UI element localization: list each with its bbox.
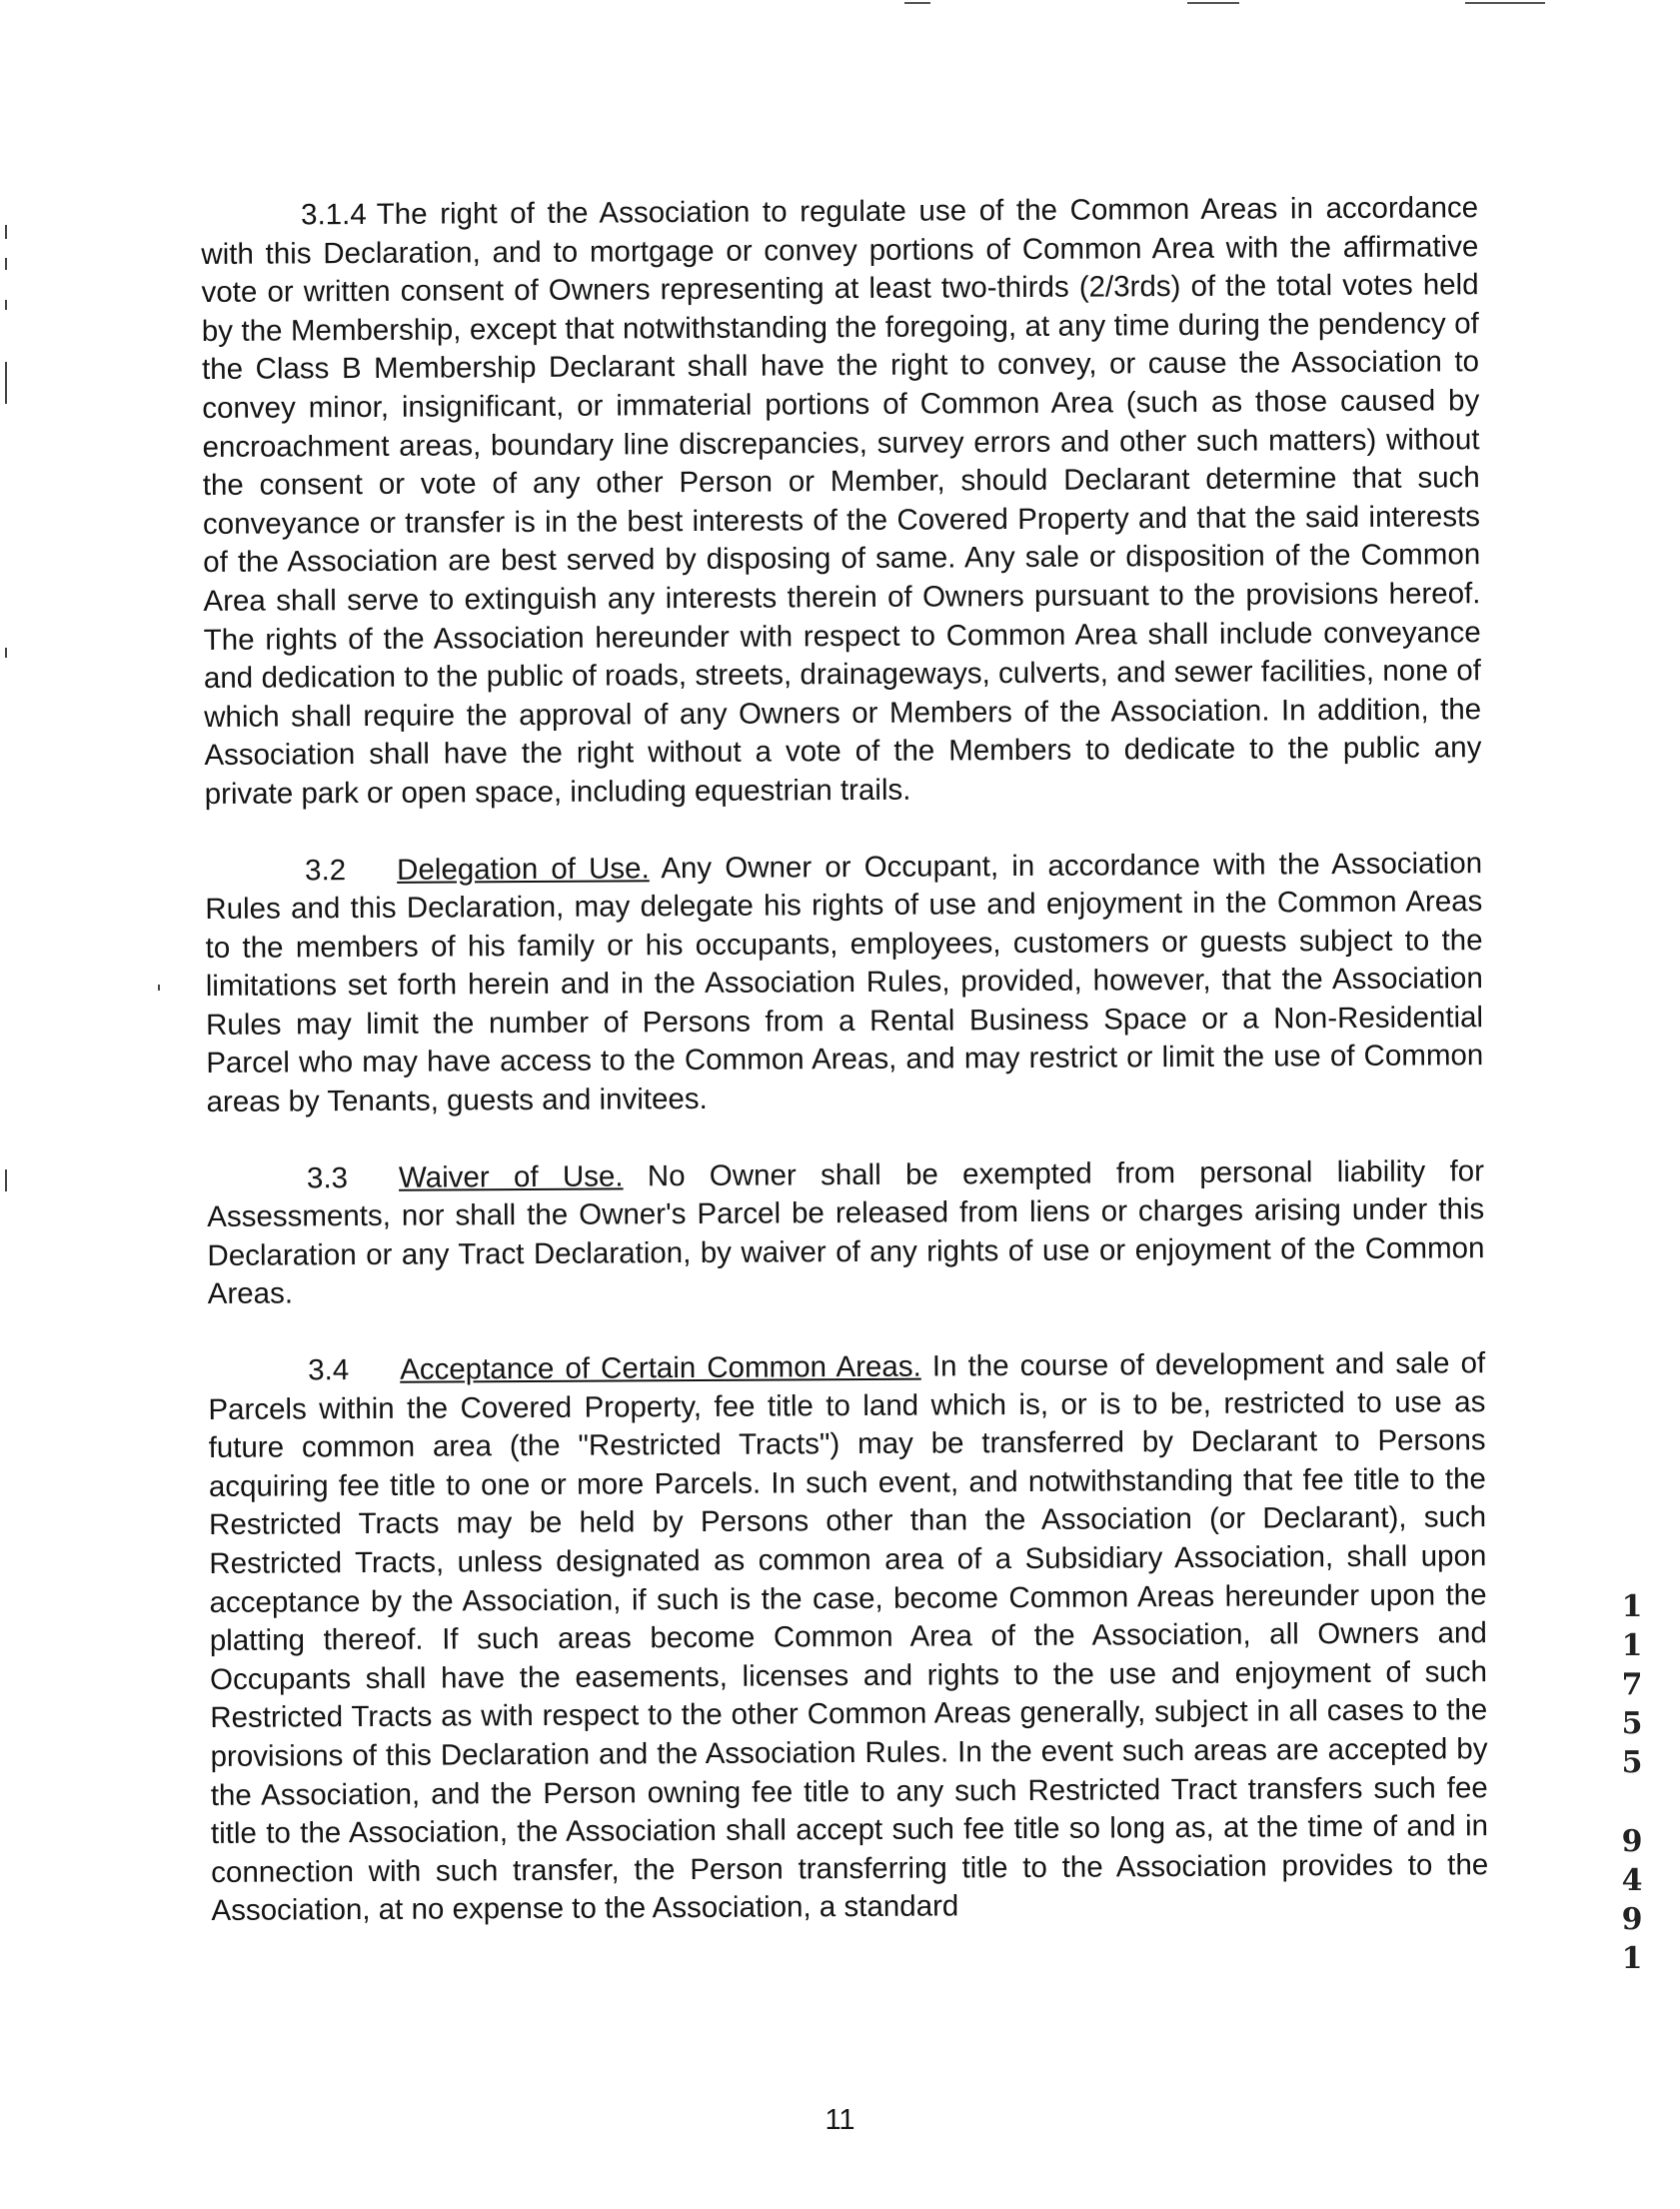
stamp-gap xyxy=(1617,1782,1647,1822)
section-number: 3.3 xyxy=(306,1160,349,1195)
section-heading: Acceptance of Certain Common Areas. xyxy=(400,1349,921,1386)
stamp-digit: 7 xyxy=(1621,1667,1643,1702)
document-body xyxy=(201,189,1489,1969)
paragraph-3-4 xyxy=(208,1344,1489,1931)
stamp-digit: 1 xyxy=(1621,1589,1643,1624)
paragraph-text: In the course of development and sale of Parcels within the Covered Property, fee title to land which is, or is to be, restricted to use as future common area (the "Restricted Tracts") may be transferred by Declarant to Persons acquiring fee title to one or more Parcels. In such event, and notwithstanding that fee title to the Restricted Tracts may be held by Persons other than the Association (or Declarant), such Restricted Tracts, unless designated as common area of a Subsidiary Association, shall upon acceptance by the Association, if such is the case, become Common Areas hereunder upon the platting thereof. If such areas become Common Area of the Association, all Owners and Occupants shall have the easements, licenses and rights to the use and enjoyment of such Restricted Tracts as with respect to the other Common Areas generally, subject in all cases to the provisions of this Declaration and the Association Rules. In the event such areas are accepted by the Association, and the Person owning fee title to any such Restricted Tract transfers such fee title to the Association, the Association shall accept such fee title so long as, at the time of and in connection with such transfer, the Person transferring title to the Association provides to the Association, at no expense to the Association, a standard xyxy=(208,1346,1489,1928)
section-number: 3.2 xyxy=(305,853,347,887)
recording-stamp xyxy=(1617,1587,1647,1978)
page-number: 11 xyxy=(825,2104,855,2136)
scan-artifact-line xyxy=(904,2,930,4)
section-number: 3.1.4 xyxy=(301,197,367,232)
paragraph-3-1-4 xyxy=(201,189,1482,814)
margin-tick-mark xyxy=(5,1169,7,1191)
margin-tick-mark xyxy=(5,300,7,310)
scan-artifact-line xyxy=(1465,2,1545,4)
scan-artifact-line xyxy=(1187,2,1239,4)
paragraph-3-3 xyxy=(207,1152,1485,1314)
section-heading: Delegation of Use. xyxy=(397,851,650,887)
margin-tick-mark xyxy=(158,985,160,991)
margin-tick-mark xyxy=(5,362,7,404)
paragraph-text: Any Owner or Occupant, in accordance with the Association Rules and this Declaration, may delegate his rights of use and enjoyment in the Common Areas to the members of his family or his occupants, employees, customers or guests subject to the limitations set forth herein and in the Association Rules, provided, however, that the Association Rules may limit the number of Persons from a Rental Business Space or a Non-Residential Parcel who may have access to the Common Areas, and may restrict or limit the use of Common areas by Tenants, guests and invitees. xyxy=(205,846,1484,1119)
stamp-digit: 5 xyxy=(1621,1745,1643,1780)
stamp-digit: 1 xyxy=(1621,1941,1643,1976)
stamp-digit: 1 xyxy=(1621,1628,1643,1663)
stamp-digit: 5 xyxy=(1621,1706,1643,1741)
section-heading: Waiver of Use. xyxy=(398,1159,624,1194)
margin-tick-mark xyxy=(5,648,7,658)
paragraph-3-2 xyxy=(205,845,1484,1122)
paragraph-text: No Owner shall be exempted from personal liability for Assessments, nor shall the Owner's Parcel be released from liens or charges arising under this Declaration or any Tract Declaration, by waiver of any rights of use or enjoyment of the Common Areas. xyxy=(207,1153,1485,1311)
stamp-digit: 9 xyxy=(1621,1902,1643,1937)
stamp-digit: 9 xyxy=(1621,1824,1643,1859)
margin-tick-mark xyxy=(5,225,7,239)
section-number: 3.4 xyxy=(308,1353,350,1387)
paragraph-text: The right of the Association to regulate use of the Common Areas in accordance with this Declaration, and to mortgage or convey portions of Common Area with the affirmative vote or written consent of Owners representing at least two-thirds (2/3rds) of the total votes held by the Membership, except that notwithstanding the foregoing, at any time during the pendency of the Class B Membership Declarant shall have the right to convey, or cause the Association to convey minor, insignificant, or immaterial portions of Common Area (such as those caused by encroachment areas, boundary line discrepancies, survey errors and other such matters) without the consent or vote of any other Person or Member, should Declarant determine that such conveyance or transfer is in the best interests of the Covered Property and that the said interests of the Association are best served by disposing of same. Any sale or disposition of the Common Area shall serve to extinguish any interests therein of Owners pursuant to the provisions hereof. The rights of the Association hereunder with respect to Common Area shall include conveyance and dedication to the public of roads, streets, drainageways, culverts, and sewer facilities, none of which shall require the approval of any Owners or Members of the Association. In addition, the Association shall have the right without a vote of the Members to dedicate to the public any private park or open space, including equestrian trails. xyxy=(201,191,1482,811)
margin-tick-mark xyxy=(5,258,7,270)
stamp-digit: 4 xyxy=(1621,1863,1643,1898)
